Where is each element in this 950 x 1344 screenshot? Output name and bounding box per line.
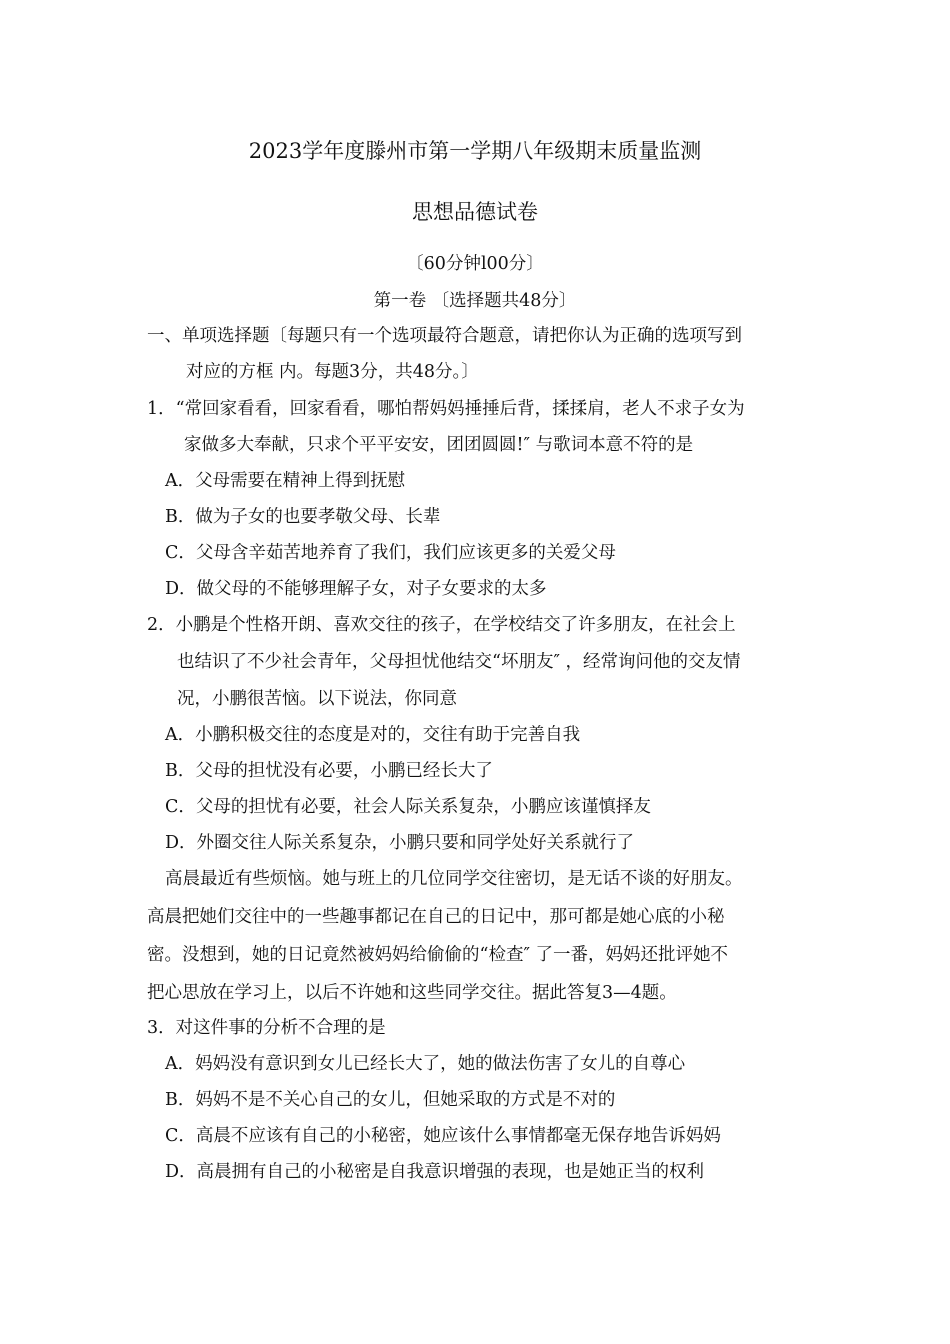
- q3-option-a: A．妈妈没有意识到女儿已经长大了，她的做法伤害了女儿的自尊心: [165, 1054, 686, 1074]
- q2-option-d: D．外圈交往人际关系复杂，小鹏只要和同学处好关系就行了: [165, 833, 635, 853]
- instructions-line-1: 一、单项选择题〔每题只有一个选项最符合题意，请把你认为正确的选项写到: [147, 326, 742, 346]
- q3-option-c: C．高晨不应该有自己的小秘密，她应该什么事情都毫无保存地告诉妈妈: [165, 1126, 721, 1146]
- instructions-line-2: 对应的方框 内。每题3分，共48分。〕: [186, 362, 479, 382]
- q1-option-d: D．做父母的不能够理解子女，对子女要求的太多: [165, 579, 547, 599]
- q2-option-b: B．父母的担忧没有必要，小鹏已经长大了: [165, 761, 493, 781]
- q2-option-c: C．父母的担忧有必要，社会人际关系复杂，小鹏应该谨慎择友: [165, 797, 651, 817]
- passage-line-1: 高晨最近有些烦恼。她与班上的几位同学交往密切，是无话不谈的好朋友。: [165, 869, 743, 889]
- q2-stem-line-1: 2．小鹏是个性格开朗、喜欢交往的孩子，在学校结交了许多朋友，在社会上: [147, 615, 736, 635]
- q1-option-a: A．父母需要在精神上得到抚慰: [165, 471, 406, 491]
- q3-option-d: D．高晨拥有自己的小秘密是自我意识增强的表现，也是她正当的权利: [165, 1162, 705, 1182]
- q2-stem-line-2: 也结识了不少社会青年，父母担忧他结交“坏朋友″ ，经常询问他的交友情: [177, 652, 741, 672]
- q3-stem: 3．对这件事的分析不合理的是: [147, 1018, 386, 1038]
- exam-title: 2023学年度滕州市第一学期八年级期末质量监测: [248, 139, 702, 163]
- passage-line-3: 密。没想到，她的日记竟然被妈妈给偷偷的“检查″ 了一番，妈妈还批评她不: [147, 945, 729, 965]
- q1-option-b: B．做为子女的也要孝敬父母、长辈: [165, 507, 441, 527]
- q2-option-a: A．小鹏积极交往的态度是对的，交往有助于完善自我: [165, 725, 581, 745]
- q1-stem-line-1: 1．“常回家看看，回家看看，哪怕帮妈妈捶捶后背，揉揉肩，老人不求子女为: [147, 399, 745, 419]
- q1-option-c: C．父母含辛茹苦地养育了我们，我们应该更多的关爱父母: [165, 543, 616, 563]
- section-heading: 第一卷 〔选择题共48分〕: [373, 291, 577, 311]
- q3-option-b: B．妈妈不是不关心自己的女儿，但她采取的方式是不对的: [165, 1090, 616, 1110]
- exam-subtitle: 思想品德试卷: [412, 200, 538, 224]
- q1-stem-line-2: 家做多大奉献，只求个平平安安，团团圆圆!″ 与歌词本意不符的是: [184, 435, 694, 455]
- passage-line-2: 高晨把她们交往中的一些趣事都记在自己的日记中，那可都是她心底的小秘: [147, 907, 725, 927]
- time-score-note: 〔60分钟l00分〕: [406, 254, 544, 274]
- passage-line-4: 把心思放在学习上，以后不许她和这些同学交往。据此答复3—4题。: [147, 983, 677, 1003]
- q2-stem-line-3: 况，小鹏很苦恼。以下说法，你同意: [177, 689, 457, 709]
